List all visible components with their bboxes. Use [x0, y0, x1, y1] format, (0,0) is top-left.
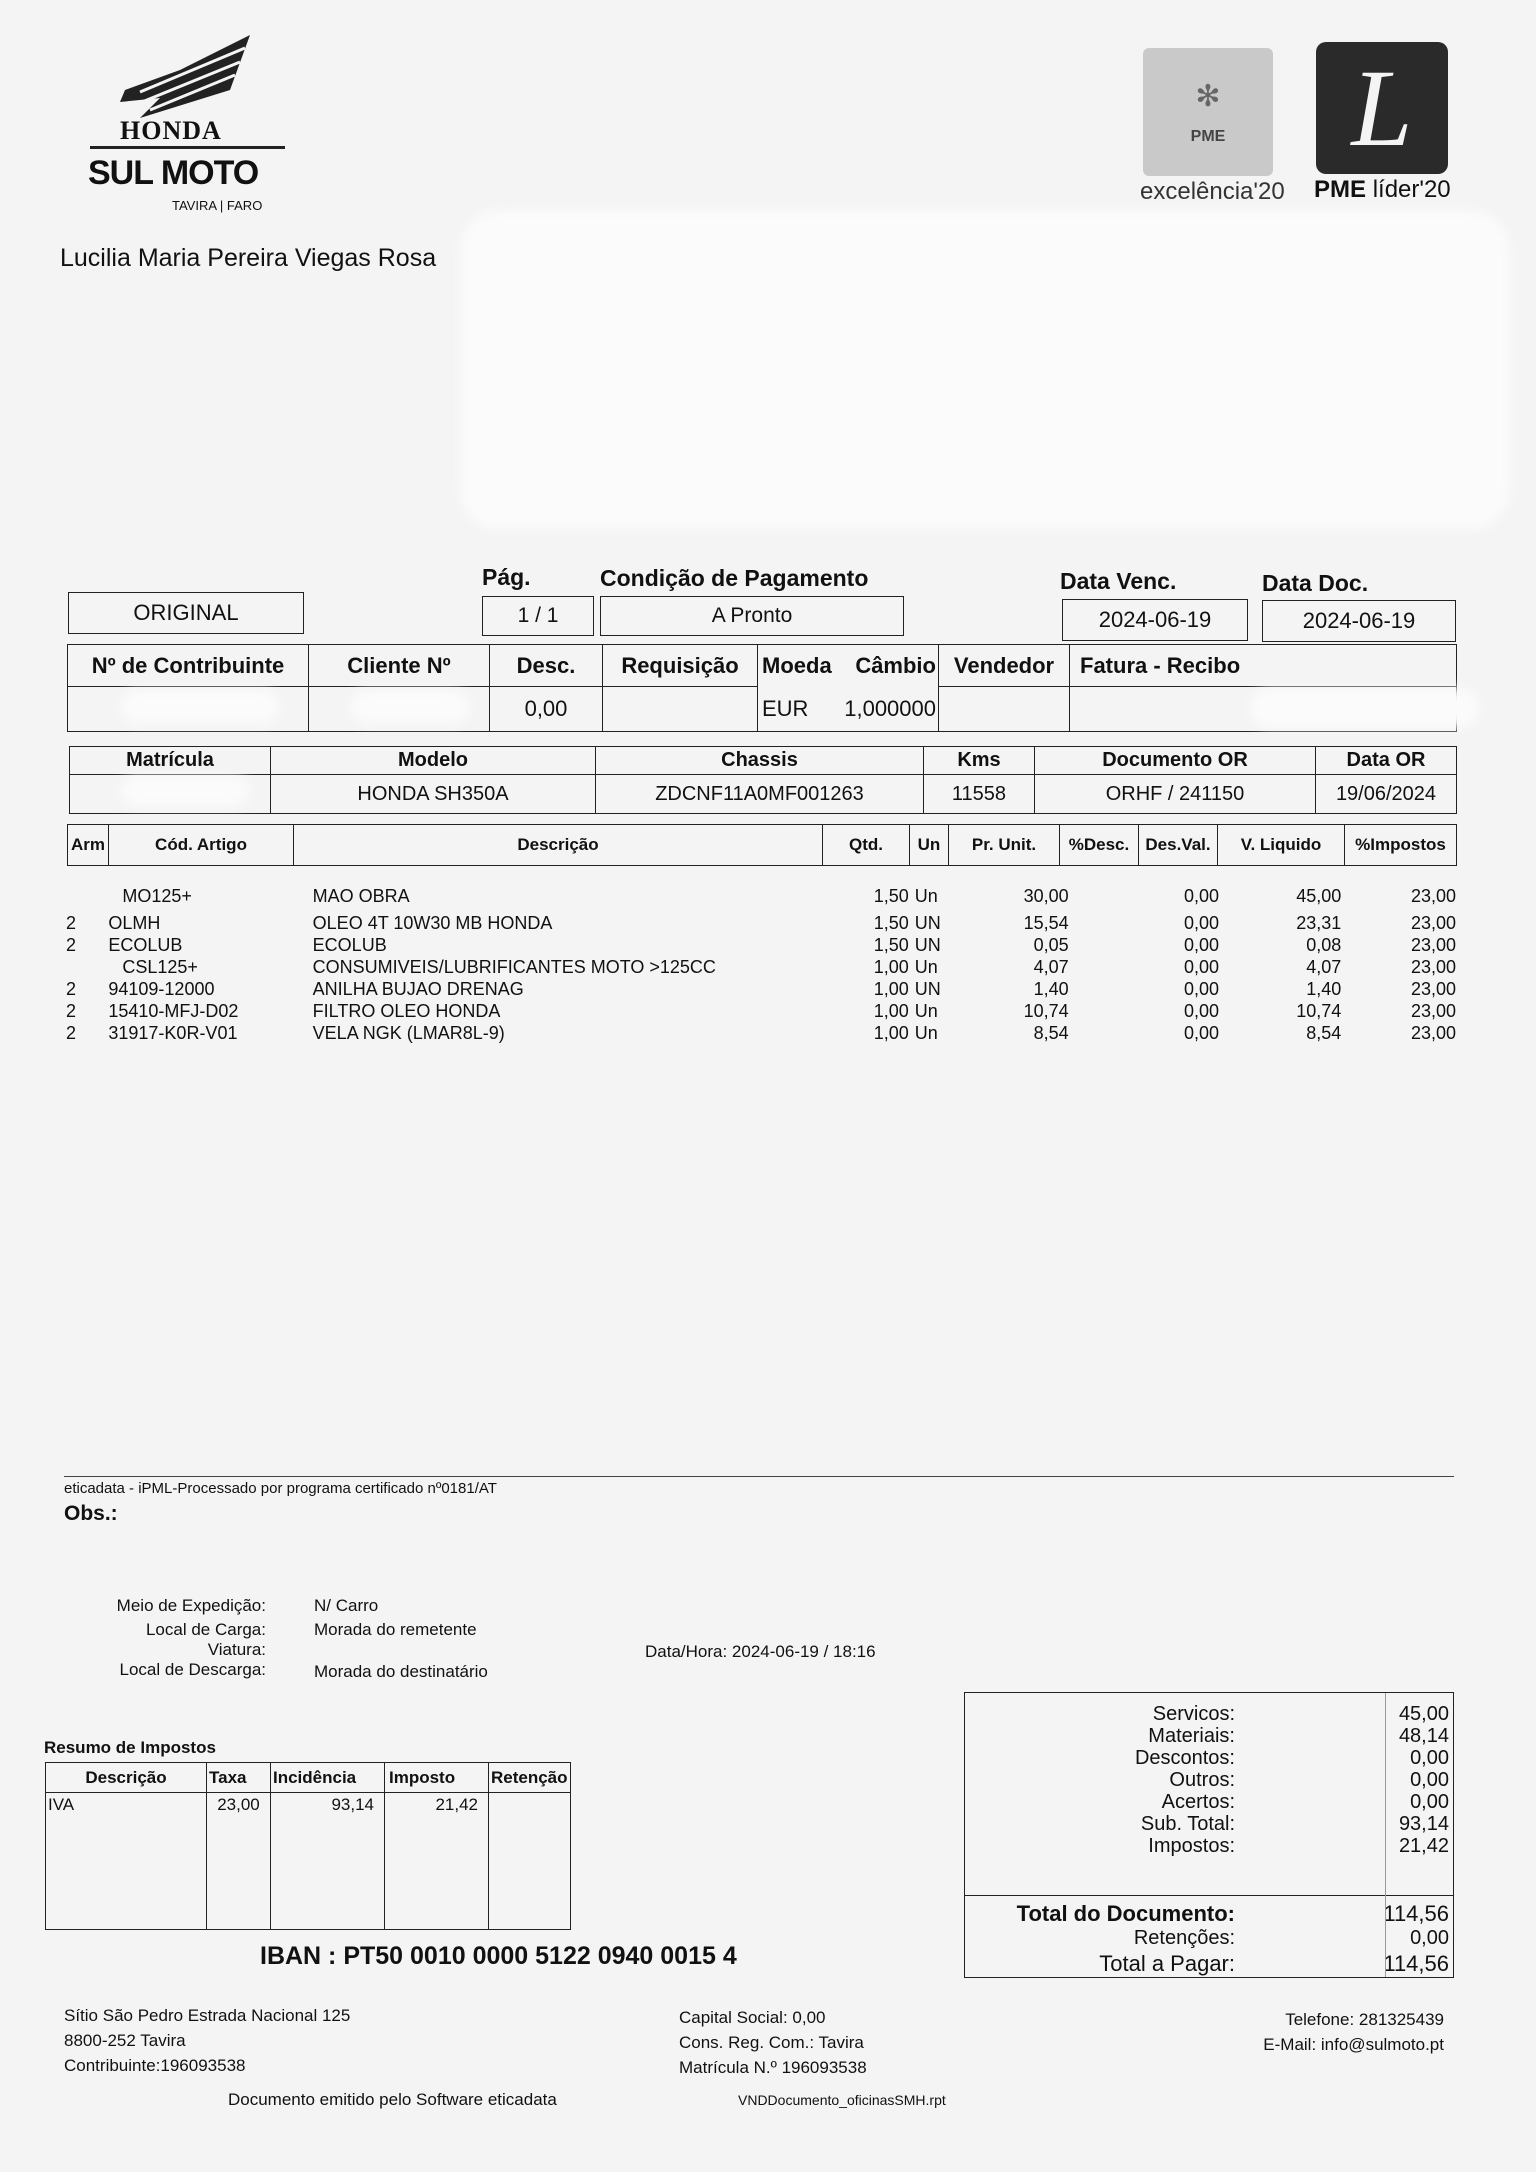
col-qtd: Qtd.: [823, 825, 910, 866]
moeda-label: Moeda: [758, 645, 844, 687]
col-vliq: V. Liquido: [1218, 825, 1345, 866]
excelencia-label: excelência'20: [1140, 178, 1285, 205]
totals-row: [965, 1747, 1449, 1769]
vehicle-table: [69, 746, 1457, 814]
line-arm: 2: [66, 1000, 77, 1021]
line-imp: 23,00: [1410, 885, 1456, 906]
line-un: UN: [914, 978, 941, 999]
totals-row: [965, 1769, 1449, 1791]
line-pdesc: [1071, 934, 1145, 956]
datahora: Data/Hora: 2024-06-19 / 18:16: [645, 1642, 876, 1661]
totals-rule: [965, 1895, 1453, 1896]
total-documento-row: Total do Documento: 114,56: [1016, 1901, 1449, 1926]
line-qtd: 1,50: [873, 912, 909, 933]
line-desc: MAO OBRA: [312, 885, 410, 906]
table-row: [66, 912, 1458, 934]
line-qtd: 1,00: [873, 978, 909, 999]
line-pr: 15,54: [1023, 912, 1069, 933]
line-desc: VELA NGK (LMAR8L-9): [312, 1022, 505, 1043]
fatura-label: Fatura - Recibo: [1070, 645, 1457, 687]
col-desval: Des.Val.: [1139, 825, 1218, 866]
line-vliq: 0,08: [1306, 934, 1342, 955]
company-sub: TAVIRA | FARO: [172, 198, 263, 213]
line-imp: 23,00: [1410, 1000, 1456, 1021]
total-pagar-row: Total a Pagar: 114,56: [1099, 1951, 1449, 1976]
chassis-label: Chassis: [596, 747, 924, 775]
tax-col-incid: Incidência: [271, 1763, 385, 1793]
redacted-doc-number: [1250, 688, 1480, 728]
totals-value: 0,00: [1410, 1747, 1449, 1769]
kms-value: 11558: [924, 775, 1035, 814]
pag-label: Pág.: [482, 564, 531, 590]
vendedor-label: Vendedor: [939, 645, 1070, 687]
client-info-table: [67, 644, 1457, 732]
company-email: E-Mail: info@sulmoto.pt: [1263, 2035, 1444, 2054]
col-cod: Cód. Artigo: [109, 825, 294, 866]
col-imp: %Impostos: [1345, 825, 1457, 866]
line-desval: 0,00: [1184, 956, 1220, 977]
descarga-label: Local de Descarga:: [119, 1660, 266, 1679]
line-pdesc: [1071, 1000, 1145, 1022]
line-un: UN: [914, 934, 941, 955]
req-value: [603, 687, 758, 732]
line-desval: 0,00: [1184, 934, 1220, 955]
line-arm: 2: [66, 1022, 77, 1043]
lider-label: PME líder'20: [1314, 176, 1451, 203]
line-arm: 2: [66, 934, 77, 955]
line-vliq: 23,31: [1296, 912, 1342, 933]
tax-summary-table: [45, 1762, 571, 1930]
redacted-cliente: [350, 690, 470, 724]
dataor-label: Data OR: [1316, 747, 1457, 775]
line-un: UN: [914, 912, 941, 933]
docor-value: ORHF / 241150: [1035, 775, 1316, 814]
logo-rule: [90, 146, 285, 149]
tax-row-retencao: [489, 1793, 571, 1930]
col-desc: Descrição: [294, 825, 823, 866]
cond-label: Condição de Pagamento: [600, 565, 869, 591]
copy-type-box: ORIGINAL: [68, 592, 304, 634]
desc-value: 0,00: [490, 687, 603, 732]
table-row: [66, 978, 1458, 1000]
line-pr: 0,05: [1033, 934, 1069, 955]
line-qtd: 1,00: [873, 1000, 909, 1021]
totals-label: Sub. Total:: [1140, 1813, 1235, 1835]
line-pr: 30,00: [1023, 885, 1069, 906]
line-imp: 23,00: [1410, 1022, 1456, 1043]
line-pdesc: [1071, 1022, 1145, 1044]
line-vliq: 45,00: [1296, 885, 1342, 906]
totals-label: Acertos:: [1161, 1791, 1235, 1813]
items-table: [66, 880, 1458, 1044]
line-desc: FILTRO OLEO HONDA: [312, 1000, 501, 1021]
venc-label: Data Venc.: [1060, 568, 1177, 594]
line-cod: ECOLUB: [108, 934, 183, 955]
doc-label: Data Doc.: [1262, 570, 1369, 596]
totals-label: Impostos:: [1148, 1835, 1235, 1857]
honda-logo: [80, 30, 290, 213]
line-desval: 0,00: [1184, 912, 1220, 933]
totals-row: [965, 1703, 1449, 1725]
company-address1: Sítio São Pedro Estrada Nacional 125: [64, 2006, 351, 2025]
company-capital: Capital Social: 0,00: [679, 2008, 826, 2027]
footer-rule: [64, 1476, 1454, 1477]
line-desval: 0,00: [1184, 885, 1220, 906]
line-desc: OLEO 4T 10W30 MB HONDA: [312, 912, 553, 933]
line-pr: 10,74: [1023, 1000, 1069, 1021]
excelencia-logo-icon: ✻ PME: [1143, 48, 1273, 176]
meio-label: Meio de Expedição:: [116, 1596, 266, 1615]
matricula-label: Matrícula: [70, 747, 271, 775]
line-imp: 23,00: [1410, 956, 1456, 977]
totals-label: Outros:: [1169, 1769, 1235, 1791]
viatura-label: Viatura:: [207, 1640, 266, 1659]
line-un: Un: [914, 885, 938, 906]
chassis-value: ZDCNF11A0MF001263: [596, 775, 924, 814]
col-un: Un: [910, 825, 949, 866]
tax-row-taxa: 23,00: [207, 1793, 271, 1930]
vendedor-value: [939, 687, 1070, 732]
company-name: SUL MOTO: [88, 154, 259, 192]
venc-box: 2024-06-19: [1062, 599, 1248, 641]
totals-value: 0,00: [1410, 1769, 1449, 1791]
totals-value: 45,00: [1398, 1703, 1449, 1725]
line-cod: 31917-K0R-V01: [108, 1022, 238, 1043]
line-pr: 8,54: [1033, 1022, 1069, 1043]
line-cod: CSL125+: [122, 956, 198, 977]
kms-label: Kms: [924, 747, 1035, 775]
line-imp: 23,00: [1410, 934, 1456, 955]
line-pdesc: [1071, 956, 1145, 978]
totals-label: Descontos:: [1134, 1747, 1235, 1769]
company-nif: Contribuinte:196093538: [64, 2056, 246, 2075]
line-pdesc: [1071, 880, 1145, 912]
certified-note: eticadata - iPML-Processado por programa certificado nº0181/AT: [64, 1480, 497, 1497]
honda-brand: HONDA: [120, 116, 222, 145]
pme-lider-badge: [1310, 40, 1458, 210]
line-qtd: 1,50: [873, 885, 909, 906]
line-arm: [66, 956, 108, 978]
totals-row: [965, 1791, 1449, 1813]
dataor-value: 19/06/2024: [1316, 775, 1457, 814]
totals-items: [965, 1703, 1449, 1857]
software-note: Documento emitido pelo Software eticadata: [228, 2090, 557, 2109]
line-pr: 1,40: [1033, 978, 1069, 999]
totals-row: [965, 1835, 1449, 1857]
line-desval: 0,00: [1184, 1022, 1220, 1043]
tax-row-incid: 93,14: [271, 1793, 385, 1930]
line-vliq: 1,40: [1306, 978, 1342, 999]
col-pr: Pr. Unit.: [949, 825, 1060, 866]
lider-logo-icon: L: [1316, 42, 1448, 174]
totals-value: 21,42: [1398, 1835, 1449, 1857]
contrib-label: Nº de Contribuinte: [68, 645, 309, 687]
tax-col-desc: Descrição: [46, 1763, 207, 1793]
client-name: Lucilia Maria Pereira Viegas Rosa: [60, 244, 437, 272]
tax-col-taxa: Taxa: [207, 1763, 271, 1793]
totals-value: 93,14: [1398, 1813, 1449, 1835]
company-registry: Cons. Reg. Com.: Tavira: [679, 2033, 864, 2052]
line-desc: ECOLUB: [312, 934, 387, 955]
tax-row-desc: IVA: [46, 1793, 207, 1930]
cambio-label: Câmbio: [855, 652, 936, 678]
line-desc: CONSUMIVEIS/LUBRIFICANTES MOTO >125CC: [312, 956, 716, 977]
totals-value: 0,00: [1410, 1791, 1449, 1813]
line-un: Un: [914, 1000, 938, 1021]
redacted-contrib: [120, 690, 280, 724]
totals-label: Materiais:: [1148, 1725, 1235, 1747]
line-desc: ANILHA BUJAO DRENAG: [312, 978, 524, 999]
req-label: Requisição: [603, 645, 758, 687]
table-row: [66, 880, 1458, 912]
items-header: [67, 824, 1457, 866]
descarga-value: Morada do destinatário: [314, 1662, 488, 1681]
carga-label: Local de Carga:: [145, 1620, 266, 1639]
tax-col-imposto: Imposto: [385, 1763, 489, 1793]
line-arm: 2: [66, 912, 77, 933]
table-row: [66, 934, 1458, 956]
cliente-label: Cliente Nº: [309, 645, 490, 687]
line-cod: OLMH: [108, 912, 161, 933]
carga-value: Morada do remetente: [314, 1620, 477, 1639]
totals-value-divider: [1385, 1693, 1386, 1977]
line-desval: 0,00: [1184, 1000, 1220, 1021]
tax-col-retencao: Retenção: [489, 1763, 571, 1793]
line-desval: 0,00: [1184, 978, 1220, 999]
line-pr: 4,07: [1033, 956, 1069, 977]
pme-excelencia-badge: [1140, 48, 1285, 208]
redacted-matricula: [120, 776, 250, 806]
line-arm: [66, 880, 108, 912]
totals-label: Servicos:: [1152, 1703, 1235, 1725]
company-address2: 8800-252 Tavira: [64, 2031, 186, 2050]
line-un: Un: [914, 956, 938, 977]
totals-value: 48,14: [1398, 1725, 1449, 1747]
table-row: [66, 956, 1458, 978]
line-imp: 23,00: [1410, 912, 1456, 933]
line-cod: MO125+: [122, 885, 192, 906]
doc-box: 2024-06-19: [1262, 600, 1456, 642]
report-name: VNDDocumento_oficinasSMH.rpt: [738, 2092, 946, 2108]
table-row: [66, 1000, 1458, 1022]
cond-box: A Pronto: [600, 596, 904, 636]
redacted-address: [460, 210, 1510, 530]
totals-row: [965, 1725, 1449, 1747]
table-row: [66, 1022, 1458, 1044]
company-phone: Telefone: 281325439: [1285, 2010, 1444, 2029]
col-arm: Arm: [68, 825, 109, 866]
line-vliq: 10,74: [1296, 1000, 1342, 1021]
line-qtd: 1,00: [873, 956, 909, 977]
iban: IBAN : PT50 0010 0000 5122 0940 0015 4: [260, 1942, 737, 1970]
tax-row-imposto: 21,42: [385, 1793, 489, 1930]
meio-value: N/ Carro: [314, 1596, 379, 1615]
docor-label: Documento OR: [1035, 747, 1316, 775]
desc-label: Desc.: [490, 645, 603, 687]
modelo-value: HONDA SH350A: [271, 775, 596, 814]
totals-row: [965, 1813, 1449, 1835]
moeda-value: EUR: [758, 687, 844, 732]
col-pdesc: %Desc.: [1060, 825, 1139, 866]
modelo-label: Modelo: [271, 747, 596, 775]
line-vliq: 8,54: [1306, 1022, 1342, 1043]
obs-label: Obs.:: [64, 1502, 118, 1525]
line-cod: 94109-12000: [108, 978, 215, 999]
line-imp: 23,00: [1410, 978, 1456, 999]
line-pdesc: [1071, 978, 1145, 1000]
line-qtd: 1,00: [873, 1022, 909, 1043]
line-qtd: 1,50: [873, 934, 909, 955]
line-vliq: 4,07: [1306, 956, 1342, 977]
retencoes-row: Retenções: 0,00: [1133, 1927, 1449, 1949]
tax-summary-title: Resumo de Impostos: [44, 1738, 216, 1757]
line-arm: 2: [66, 978, 77, 999]
company-matricula: Matrícula N.º 196093538: [679, 2058, 867, 2077]
line-pdesc: [1071, 912, 1145, 934]
cambio-value: 1,000000: [843, 687, 939, 732]
line-un: Un: [914, 1022, 938, 1043]
line-cod: 15410-MFJ-D02: [108, 1000, 239, 1021]
pag-box: 1 / 1: [482, 596, 594, 636]
totals-box: [964, 1692, 1454, 1978]
